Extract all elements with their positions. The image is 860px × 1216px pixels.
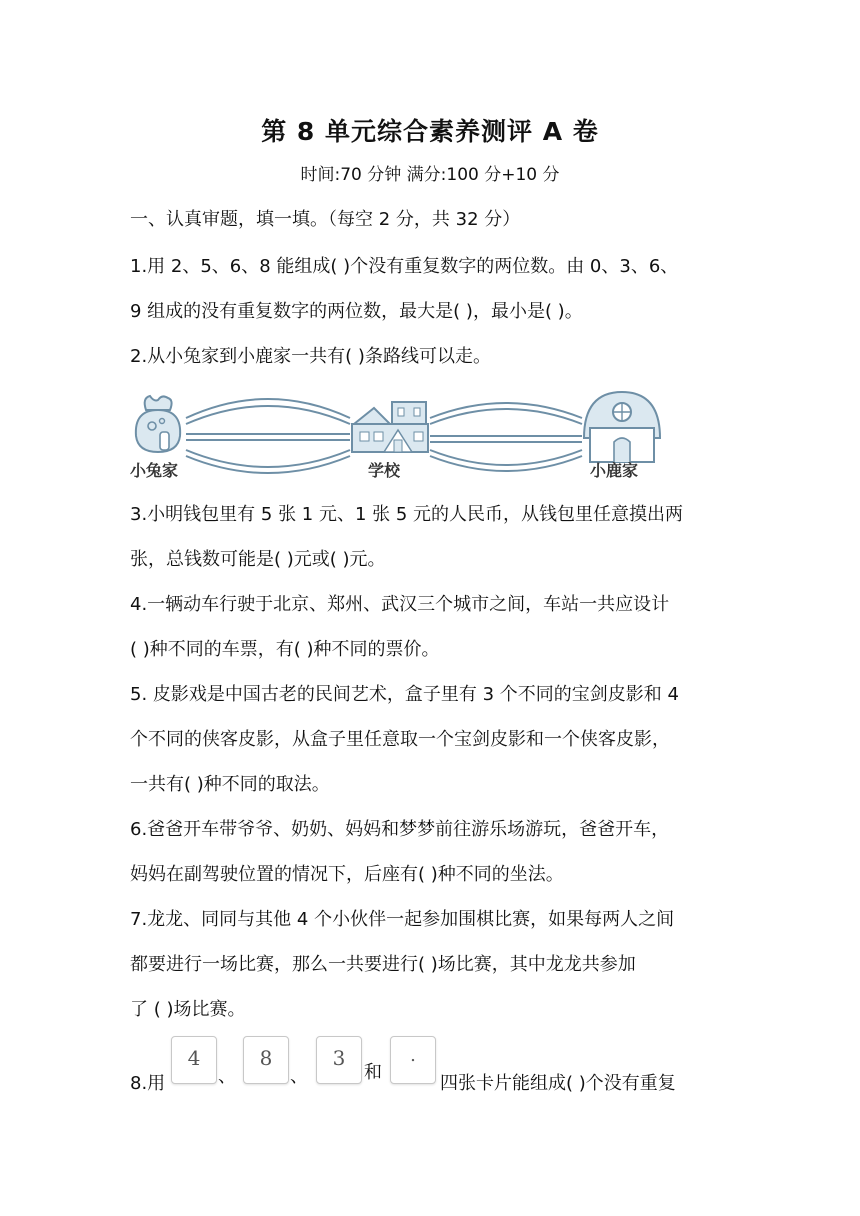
right-routes (430, 403, 582, 471)
question-6-line-2: 妈妈在副驾驶位置的情况下，后座有( )种不同的坐法。 (130, 864, 564, 885)
digit-card-4: 4 (171, 1036, 217, 1084)
school-label: 学校 (368, 461, 401, 480)
question-8-suffix: 四张卡片能组成( )个没有重复 (440, 1073, 676, 1094)
left-routes (186, 399, 350, 473)
deer-house-icon (584, 392, 660, 462)
question-1-line-1: 1.用 2、5、6、8 能组成( )个没有重复数字的两位数。由 0、3、6、 (130, 256, 679, 277)
question-8-sep-1: 、 (218, 1066, 236, 1087)
question-8-and: 和 (364, 1062, 382, 1083)
question-8-prefix: 8.用 (130, 1073, 166, 1094)
question-3-line-2: 张，总钱数可能是( )元或( )元。 (130, 549, 386, 570)
question-5-line-2: 个不同的侠客皮影，从盒子里任意取一个宝剑皮影和一个侠客皮影， (130, 729, 670, 750)
digit-card-3: 3 (316, 1036, 362, 1084)
question-1-line-2: 9 组成的没有重复数字的两位数，最大是( )，最小是( )。 (130, 301, 583, 322)
rabbit-house-label: 小兔家 (130, 461, 179, 480)
section-heading: 一、认真审题，填一填。（每空 2 分，共 32 分） (130, 209, 521, 230)
question-5-line-1: 5. 皮影戏是中国古老的民间艺术，盒子里有 3 个不同的宝剑皮影和 4 (130, 684, 679, 705)
decimal-point-card: . (390, 1036, 436, 1084)
question-4-line-2: ( )种不同的车票，有( )种不同的票价。 (130, 639, 440, 660)
page-subtitle: 时间:70 分钟 满分:100 分+10 分 (300, 165, 560, 185)
page-title: 第 8 单元综合素养测评 A 卷 (261, 117, 599, 146)
question-5-line-3: 一共有( )种不同的取法。 (130, 774, 330, 795)
route-figure (128, 388, 728, 484)
school-icon (352, 402, 428, 452)
digit-card-8: 8 (243, 1036, 289, 1084)
question-4-line-1: 4.一辆动车行驶于北京、郑州、武汉三个城市之间，车站一共应设计 (130, 594, 670, 615)
question-8-sep-2: 、 (290, 1066, 308, 1087)
question-7-line-1: 7.龙龙、同同与其他 4 个小伙伴一起参加围棋比赛，如果每两人之间 (130, 909, 675, 930)
question-3-line-1: 3.小明钱包里有 5 张 1 元、1 张 5 元的人民币，从钱包里任意摸出两 (130, 504, 684, 525)
question-6-line-1: 6.爸爸开车带爷爷、奶奶、妈妈和梦梦前往游乐场游玩，爸爸开车， (130, 819, 670, 840)
deer-house-label: 小鹿家 (590, 461, 639, 480)
rabbit-house-icon (136, 396, 180, 452)
question-2-line: 2.从小兔家到小鹿家一共有( )条路线可以走。 (130, 346, 491, 367)
question-7-line-2: 都要进行一场比赛，那么一共要进行( )场比赛，其中龙龙共参加 (130, 954, 636, 975)
route-illustration (128, 388, 728, 484)
question-7-line-3: 了 ( )场比赛。 (130, 999, 246, 1020)
